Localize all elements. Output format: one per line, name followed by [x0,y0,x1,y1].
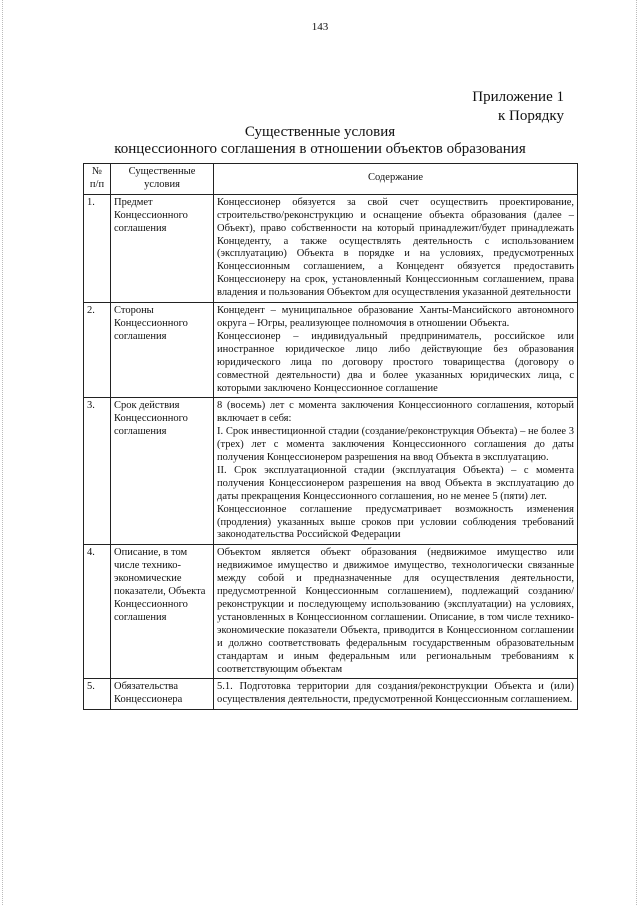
content-paragraph: II. Срок эксплуатационной стадии (эксплуатация Объекта) – с момента получения Концессионером разрешения на ввод Объекта в эксплуатацию до даты прекращения Концессионного соглашения, но не менее 5 (пяти) лет. [217,464,574,502]
row-condition: Описание, в том числе технико-экономические показатели, Объекта Концессионного соглашения [111,545,214,679]
row-number: 3. [84,398,111,545]
row-content [214,398,578,545]
appendix-reference: к Порядку [498,108,564,124]
row-condition: Предмет Концессионного соглашения [111,194,214,302]
header-number: № п/п [84,164,111,195]
table-row [84,398,578,545]
content-paragraph: Концессионер – индивидуальный предприниматель, российское или иностранное юридическое лицо либо действующие без образования юридического лица по договору простого товарищества (договору о совместной деятельности) два и более указанных юридических лица, с которыми заключено Концессионное соглашение [217,330,574,394]
row-content [214,303,578,398]
content-paragraph: Объектом является объект образования (недвижимое имущество или недвижимое имущество и движимое имущество, технологически связанные между собой и предназначенные для осуществления деятельности, предусмотренной Концессионным соглашением), подлежащий созданию/реконструкции и последующему использованию (эксплуатации) на условиях, установленных в Концессионном соглашении. Описание, в том числе технико-экономические показатели Объекта, приводится в Концессионном соглашении и должно соответствовать федеральным государственным образовательным стандартам и иным федеральным или региональным требованиям к соответствующим объектам [217,547,574,675]
content-paragraph: Концессионер обязуется за свой счет осуществить проектирование, строительство/реконструкцию и оснащение объекта образования (далее – Объект), право собственности на который принадлежит/будет принадлежать Концеденту, а также осуществлять деятельность с использованием (эксплуатацию) Объекта в порядке и на условиях, предусмотренных Концессионным соглашением, а Концедент обязуется предоставить Концессионеру на срок, установленный Концессионным соглашением, права владения и пользования Объектом для осуществления указанной деятельности [217,196,574,299]
header-content: Содержание [214,164,578,195]
row-content [214,679,578,710]
table-header-row [84,164,578,195]
header-condition: Существенные условия [111,164,214,195]
conditions-table [83,163,578,710]
content-paragraph: Концессионное соглашение предусматривает возможность изменения (продления) указанных выше сроков при условии соблюдения требований законодательства Российской Федерации [217,503,574,541]
table-row [84,545,578,679]
row-number: 4. [84,545,111,679]
document-subtitle: концессионного соглашения в отношении объектов образования [114,141,526,157]
appendix-label: Приложение 1 [472,89,564,105]
row-condition: Срок действия Концессионного соглашения [111,398,214,545]
row-number: 1. [84,194,111,302]
content-paragraph: Концедент – муниципальное образование Ханты-Мансийского автономного округа – Югры, реализующее полномочия в отношении Объекта. [217,305,574,329]
row-number: 5. [84,679,111,710]
row-condition: Стороны Концессионного соглашения [111,303,214,398]
page-number: 143 [311,21,329,33]
row-content [214,194,578,302]
row-content [214,545,578,679]
content-paragraph: 8 (восемь) лет с момента заключения Концессионного соглашения, который включает в себя: [217,400,574,425]
document-title: Существенные условия [244,124,396,140]
content-paragraph: 5.1. Подготовка территории для создания/реконструкции Объекта и (или) осуществления деятельности, предусмотренной Концессионным соглашением. [217,681,574,706]
row-number: 2. [84,303,111,398]
table-row [84,194,578,302]
table-row [84,679,578,710]
content-paragraph: I. Срок инвестиционной стадии (создание/реконструкция Объекта) – не более 3 (трех) лет с момента заключения Концессионного соглашения до даты получения Концессионером разрешения на ввод Объекта в эксплуатацию. [217,426,574,464]
row-condition: Обязательства Концессионера [111,679,214,710]
table-row [84,303,578,398]
